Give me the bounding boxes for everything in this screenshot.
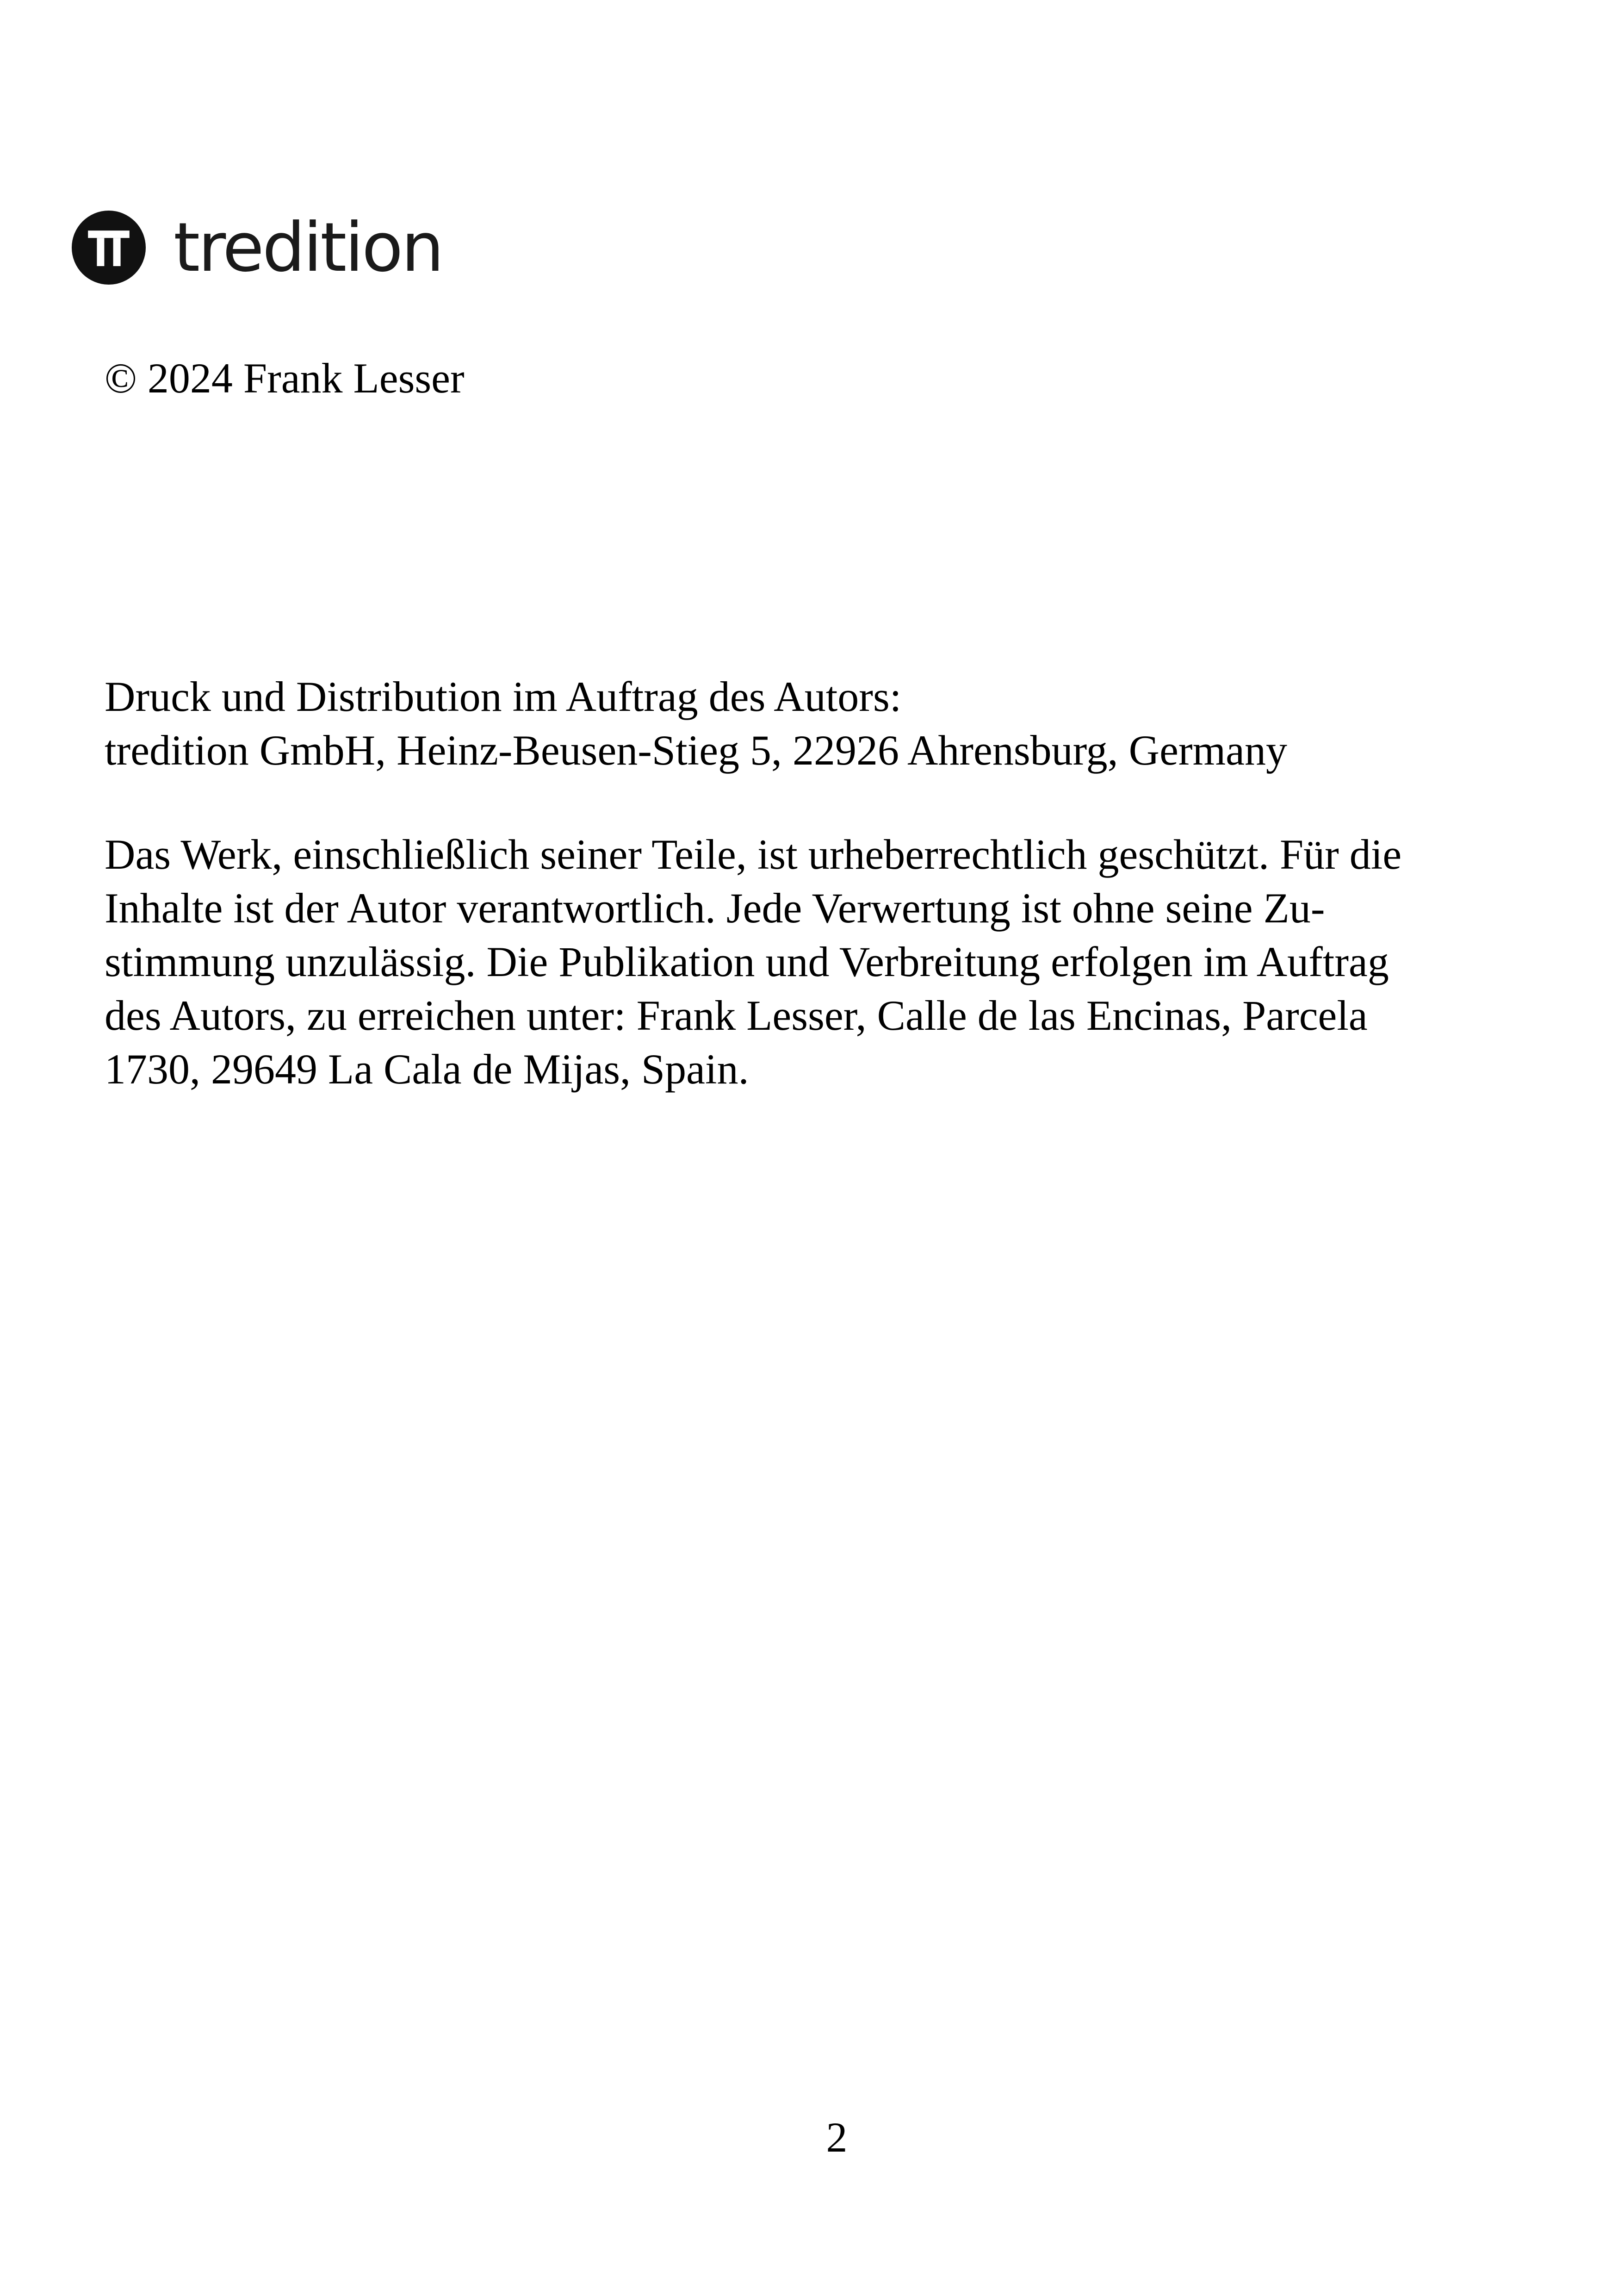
copyright-notice: © 2024 Frank Lesser [105,355,465,402]
tredition-wordmark: tredition [174,208,442,287]
legal-line: stimmung unzulässig. Die Publikation und Verbreitung erfolgen im Auftrag [105,938,1389,985]
page-number: 2 [826,2114,848,2161]
legal-line: Das Werk, einschließlich seiner Teile, ist urheberrechtlich geschützt. Für die [105,831,1402,878]
tredition-t-icon [72,211,146,285]
legal-line: 1730, 29649 La Cala de Mijas, Spain. [105,1045,749,1093]
tredition-logo [72,206,442,289]
publisher-line-1: Druck und Distribution im Auftrag des Autors: [105,673,902,720]
legal-line: des Autors, zu erreichen unter: Frank Lesser, Calle de las Encinas, Parcela [105,992,1368,1039]
legal-notice [105,828,1401,1096]
legal-line: Inhalte ist der Autor verantwortlich. Jede Verwertung ist ohne seine Zu- [105,884,1325,932]
publisher-info [105,670,1287,777]
publisher-line-2: tredition GmbH, Heinz-Beusen-Stieg 5, 22926 Ahrensburg, Germany [105,727,1287,774]
